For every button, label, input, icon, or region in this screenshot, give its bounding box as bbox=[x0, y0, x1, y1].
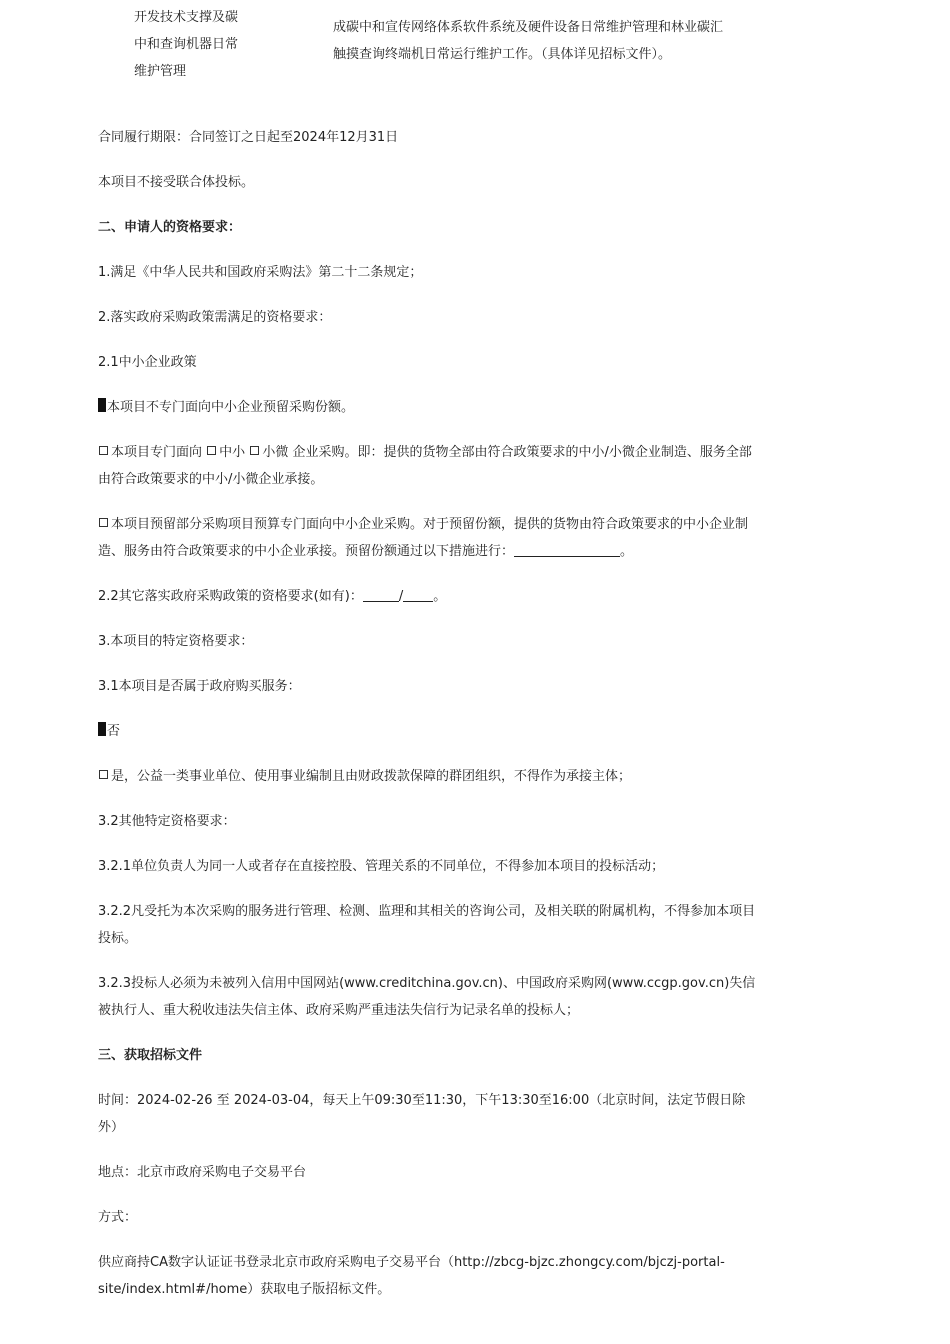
fill-in-blank bbox=[363, 587, 399, 602]
option-text: 本项目专门面向 bbox=[111, 445, 203, 460]
item-value: / bbox=[398, 589, 404, 604]
consortium-note: 本项目不接受联合体投标。 bbox=[98, 175, 255, 190]
fill-in-blank bbox=[514, 542, 620, 557]
section-heading-obtain-docs: 三、获取招标文件 bbox=[98, 1048, 203, 1063]
requirement-item bbox=[98, 583, 760, 610]
requirement-item: 2.1中小企业政策 bbox=[98, 355, 197, 370]
table-cell-line: 维护管理 bbox=[134, 64, 187, 79]
option-text: 本项目不专门面向中小企业预留采购份额。 bbox=[107, 400, 355, 415]
requirement-item: 3.2.3投标人必须为未被列入信用中国网站(www.creditchina.gov.cn)、中国政府采购网(www.ccgp.gov.cn)失信被执行人、重大税收违法失信主体、政府采购严重违法失信行为记录名单的投标人； bbox=[98, 976, 756, 1018]
requirement-item: 2.落实政府采购政策需满足的资格要求： bbox=[98, 310, 332, 325]
option-text: 中小 bbox=[219, 445, 246, 460]
option-text: 是，公益一类事业单位、使用事业编制且由财政拨款保障的群团组织，不得作为承接主体； bbox=[111, 769, 632, 784]
obtain-method-text: 供应商持CA数字认证证书登录北京市政府采购电子交易平台（http://zbcg-bjzc.zhongcy.com/bjczj-portal-site/index.html#/home）获取电子版招标文件。 bbox=[98, 1255, 725, 1297]
sme-option-c bbox=[98, 511, 760, 565]
obtain-place: 地点：北京市政府采购电子交易平台 bbox=[98, 1165, 307, 1180]
checked-box-icon[interactable] bbox=[98, 398, 106, 412]
option-text: 小微 企业采购。即：提供的货物全部由符合政策要求的中小/小微企业制造、服务全部由符合政策要求的中小/小微企业承接。 bbox=[98, 445, 752, 487]
item-end: 。 bbox=[433, 589, 447, 604]
requirement-item: 1.满足《中华人民共和国政府采购法》第二十二条规定； bbox=[98, 265, 423, 280]
fill-in-blank bbox=[403, 587, 433, 602]
table-cell-line: 中和查询机器日常 bbox=[134, 37, 239, 52]
requirement-item: 3.1本项目是否属于政府购买服务： bbox=[98, 679, 301, 694]
checked-box-icon[interactable] bbox=[98, 722, 106, 736]
table-cell-project-name bbox=[134, 4, 264, 85]
service-option-yes bbox=[98, 763, 760, 790]
sme-option-b bbox=[98, 439, 760, 493]
service-option-no bbox=[98, 718, 760, 745]
requirement-item: 3.2.2凡受托为本次采购的服务进行管理、检测、监理和其相关的咨询公司，及相关联的附属机构，不得参加本项目投标。 bbox=[98, 904, 756, 946]
sme-option-a bbox=[98, 394, 760, 421]
table-cell-line: 触摸查询终端机日常运行维护工作。（具体详见招标文件）。 bbox=[333, 47, 672, 62]
checkbox-icon[interactable] bbox=[99, 518, 108, 527]
obtain-time: 时间：2024-02-26 至 2024-03-04，每天上午09:30至11:30，下午13:30至16:00（北京时间，法定节假日除外） bbox=[98, 1093, 746, 1135]
item-label: 2.2其它落实政府采购政策的资格要求(如有)： bbox=[98, 589, 363, 604]
obtain-method-label: 方式： bbox=[98, 1210, 138, 1225]
option-text: 。 bbox=[620, 544, 634, 559]
contract-period: 合同履行期限：合同签订之日起至2024年12月31日 bbox=[98, 130, 399, 145]
table-cell-line: 开发技术支撑及碳 bbox=[134, 10, 239, 25]
requirement-item: 3.本项目的特定资格要求： bbox=[98, 634, 254, 649]
requirement-item: 3.2.1单位负责人为同一人或者存在直接控股、管理关系的不同单位，不得参加本项目的投标活动； bbox=[98, 859, 665, 874]
checkbox-icon[interactable] bbox=[99, 446, 108, 455]
table-cell-line: 成碳中和宣传网络体系软件系统及硬件设备日常维护管理和林业碳汇 bbox=[333, 20, 724, 35]
table-cell-description bbox=[333, 14, 763, 68]
requirement-item: 3.2其他特定资格要求： bbox=[98, 814, 236, 829]
option-text: 否 bbox=[107, 724, 121, 739]
checkbox-icon[interactable] bbox=[207, 446, 216, 455]
checkbox-icon[interactable] bbox=[99, 770, 108, 779]
option-text: 本项目预留部分采购项目预算专门面向中小企业采购。对于预留份额，提供的货物由符合政策要求的中小企业制造、服务由符合政策要求的中小企业承接。预留份额通过以下措施进行： bbox=[98, 517, 749, 559]
section-heading-qualification: 二、申请人的资格要求： bbox=[98, 220, 242, 235]
document-body bbox=[98, 124, 760, 1321]
checkbox-icon[interactable] bbox=[250, 446, 259, 455]
